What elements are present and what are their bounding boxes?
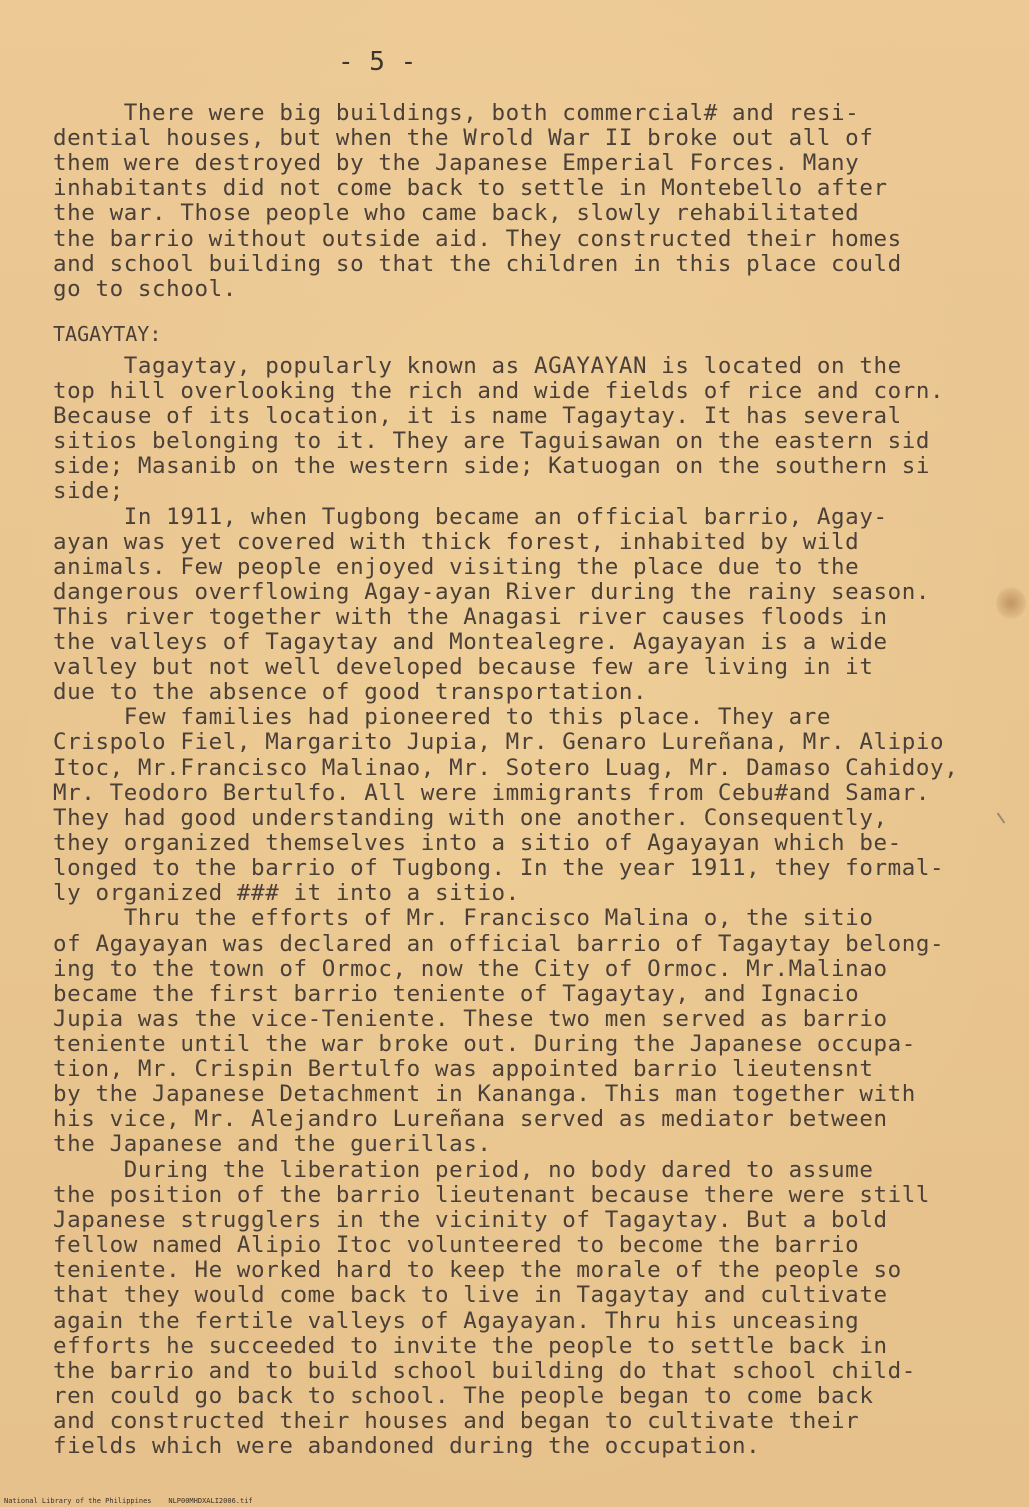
text-line: dential houses, but when the Wrold War II broke out all of <box>53 125 874 151</box>
text-line: due to the absence of good transportation. <box>53 679 648 705</box>
text-line: Japanese strugglers in the vicinity of Tagaytay. But a bold <box>53 1207 888 1233</box>
text-line: his vice, Mr. Alejandro Lureñana served as mediator between <box>53 1106 888 1132</box>
text-line: again the fertile valleys of Agayayan. Thru his unceasing <box>53 1308 860 1334</box>
text-line: Crispolo Fiel, Margarito Jupia, Mr. Genaro Lureñana, Mr. Alipio <box>53 729 945 755</box>
text-line: the position of the barrio lieutenant because there were still <box>53 1182 931 1208</box>
text-line: There were big buildings, both commercial# and resi- <box>53 100 860 126</box>
text-line: them were destroyed by the Japanese Emperial Forces. Many <box>53 150 860 176</box>
text-line: animals. Few people enjoyed visiting the place due to the <box>53 554 860 580</box>
text-line: became the first barrio teniente of Tagaytay, and Ignacio <box>53 981 860 1007</box>
text-line: Itoc, Mr.Francisco Malinao, Mr. Sotero Luag, Mr. Damaso Cahidoy, <box>53 755 959 781</box>
text-line: This river together with the Anagasi river causes floods in <box>53 604 888 630</box>
text-line: ly organized ### it into a sitio. <box>53 880 520 906</box>
text-line: dangerous overflowing Agay-ayan River during the rainy season. <box>53 579 931 605</box>
text-line: Jupia was the vice-Teniente. These two men served as barrio <box>53 1006 888 1032</box>
text-line: and school building so that the children in this place could <box>53 251 902 277</box>
archive-footer: National Library of the Philippines NLP00MHDXALI2006.tif <box>4 1497 253 1505</box>
paper-stain <box>996 586 1026 620</box>
text-line: they organized themselves into a sitio of Agayayan which be- <box>53 830 902 856</box>
text-line: sitios belonging to it. They are Taguisawan on the eastern sid <box>53 428 931 454</box>
text-line: Because of its location, it is name Tagaytay. It has several <box>53 403 902 429</box>
text-line: top hill overlooking the rich and wide fields of rice and corn. <box>53 378 945 404</box>
text-line: fellow named Alipio Itoc volunteered to become the barrio <box>53 1232 860 1258</box>
text-line: tion, Mr. Crispin Bertulfo was appointed barrio lieutensnt <box>53 1056 874 1082</box>
text-line: teniente. He worked hard to keep the morale of the people so <box>53 1257 902 1283</box>
text-line: Tagaytay, popularly known as AGAYAYAN is located on the <box>53 353 902 379</box>
text-line: Few families had pioneered to this place. They are <box>53 704 832 730</box>
page-number: - 5 - <box>338 47 417 77</box>
text-line: teniente until the war broke out. During the Japanese occupa- <box>53 1031 916 1057</box>
text-line: the war. Those people who came back, slowly rehabilitated <box>53 200 860 226</box>
text-line: Thru the efforts of Mr. Francisco Malina o, the sitio <box>53 905 874 931</box>
text-line: ing to the town of Ormoc, now the City of Ormoc. Mr.Malinao <box>53 956 888 982</box>
text-line: side; Masanib on the western side; Katuogan on the southern si <box>53 453 931 479</box>
section-heading: TAGAYTAY: <box>53 322 162 346</box>
text-line: the Japanese and the guerillas. <box>53 1131 492 1157</box>
text-line: and constructed their houses and began to cultivate their <box>53 1408 860 1434</box>
text-line: that they would come back to live in Tagaytay and cultivate <box>53 1282 888 1308</box>
text-line: go to school. <box>53 276 237 302</box>
text-line: valley but not well developed because few are living in it <box>53 654 874 680</box>
text-line: the barrio and to build school building do that school child- <box>53 1358 916 1384</box>
text-line: the valleys of Tagaytay and Montealegre. Agayayan is a wide <box>53 629 888 655</box>
pencil-mark <box>997 813 1006 824</box>
text-line: They had good understanding with one another. Consequently, <box>53 805 888 831</box>
text-line: ayan was yet covered with thick forest, inhabited by wild <box>53 529 860 555</box>
text-line: by the Japanese Detachment in Kananga. This man together with <box>53 1081 916 1107</box>
text-line: the barrio without outside aid. They constructed their homes <box>53 226 902 252</box>
text-line: efforts he succeeded to invite the people to settle back in <box>53 1333 888 1359</box>
text-line: In 1911, when Tugbong became an official barrio, Agay- <box>53 504 888 530</box>
text-line: inhabitants did not come back to settle in Montebello after <box>53 175 888 201</box>
text-line: of Agayayan was declared an official barrio of Tagaytay belong- <box>53 931 945 957</box>
text-line: longed to the barrio of Tugbong. In the year 1911, they formal- <box>53 855 945 881</box>
text-line: During the liberation period, no body dared to assume <box>53 1157 874 1183</box>
text-line: ren could go back to school. The people began to come back <box>53 1383 874 1409</box>
text-line: side; <box>53 478 124 504</box>
text-line: fields which were abandoned during the occupation. <box>53 1433 761 1459</box>
text-line: Mr. Teodoro Bertulfo. All were immigrants from Cebu#and Samar. <box>53 780 931 806</box>
